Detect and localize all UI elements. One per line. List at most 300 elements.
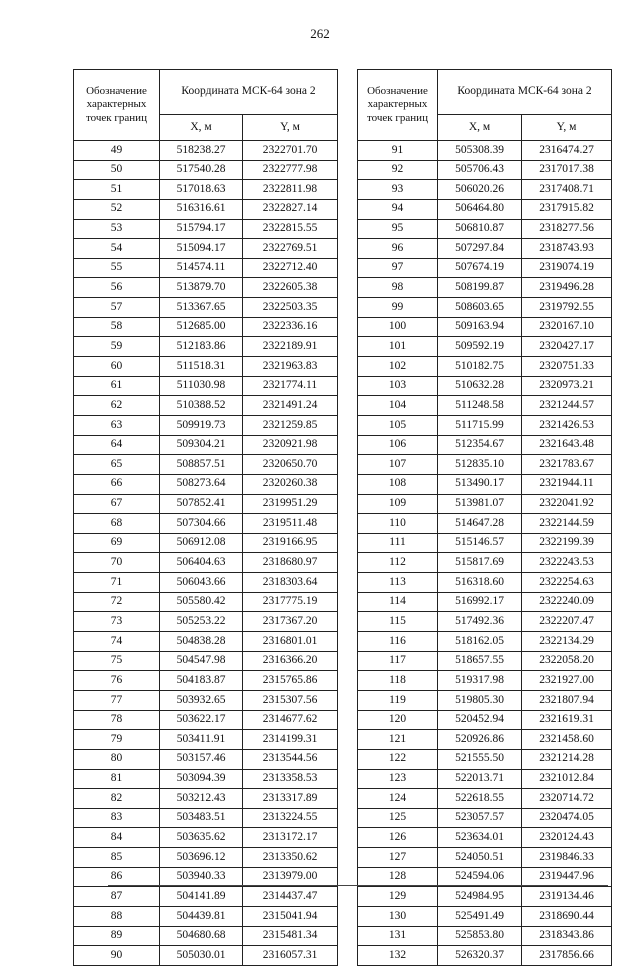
- table-row: [74, 435, 338, 455]
- point-number: 66: [74, 474, 160, 494]
- table-body-right: [358, 141, 612, 966]
- x-coordinate: 516316.61: [160, 199, 243, 219]
- table-row: [74, 946, 338, 966]
- x-coordinate: 516318.60: [438, 573, 522, 593]
- point-number: 81: [74, 769, 160, 789]
- y-coordinate: 2317408.71: [522, 180, 612, 200]
- point-number: 59: [74, 337, 160, 357]
- x-coordinate: 524984.95: [438, 887, 522, 907]
- point-number: 123: [358, 769, 438, 789]
- y-coordinate: 2322240.09: [522, 592, 612, 612]
- y-coordinate: 2316057.31: [243, 946, 338, 966]
- x-coordinate: 503212.43: [160, 789, 243, 809]
- y-coordinate: 2321426.53: [522, 415, 612, 435]
- x-coordinate: 506810.87: [438, 219, 522, 239]
- y-coordinate: 2317017.38: [522, 160, 612, 180]
- table-row: [74, 298, 338, 318]
- x-coordinate: 513981.07: [438, 494, 522, 514]
- y-coordinate: 2314199.31: [243, 730, 338, 750]
- x-coordinate: 512354.67: [438, 435, 522, 455]
- table-row: [358, 946, 612, 966]
- table-row: [74, 612, 338, 632]
- x-coordinate: 513367.65: [160, 298, 243, 318]
- x-coordinate: 526320.37: [438, 946, 522, 966]
- table-row: [358, 906, 612, 926]
- table-row: [358, 141, 612, 161]
- x-coordinate: 509919.73: [160, 415, 243, 435]
- point-number: 49: [74, 141, 160, 161]
- point-number: 85: [74, 848, 160, 868]
- point-number: 56: [74, 278, 160, 298]
- table-row: [74, 180, 338, 200]
- x-coordinate: 512183.86: [160, 337, 243, 357]
- table-row: [358, 690, 612, 710]
- y-coordinate: 2318277.56: [522, 219, 612, 239]
- y-coordinate: 2320973.21: [522, 376, 612, 396]
- x-coordinate: 512685.00: [160, 317, 243, 337]
- x-coordinate: 507297.84: [438, 239, 522, 259]
- y-coordinate: 2321783.67: [522, 455, 612, 475]
- y-coordinate: 2319074.19: [522, 258, 612, 278]
- y-coordinate: 2321458.60: [522, 730, 612, 750]
- y-coordinate: 2319511.48: [243, 514, 338, 534]
- table-row: [74, 337, 338, 357]
- y-coordinate: 2313172.17: [243, 828, 338, 848]
- y-coordinate: 2317775.19: [243, 592, 338, 612]
- x-coordinate: 515794.17: [160, 219, 243, 239]
- x-coordinate: 516992.17: [438, 592, 522, 612]
- x-coordinate: 507304.66: [160, 514, 243, 534]
- x-coordinate: 508273.64: [160, 474, 243, 494]
- y-coordinate: 2319792.55: [522, 298, 612, 318]
- point-number: 61: [74, 376, 160, 396]
- x-coordinate: 504141.89: [160, 887, 243, 907]
- point-number: 58: [74, 317, 160, 337]
- point-number: 54: [74, 239, 160, 259]
- point-number: 52: [74, 199, 160, 219]
- point-number: 116: [358, 632, 438, 652]
- header-x: X, м: [438, 115, 522, 141]
- point-number: 73: [74, 612, 160, 632]
- point-number: 67: [74, 494, 160, 514]
- table-row: [358, 769, 612, 789]
- y-coordinate: 2313358.53: [243, 769, 338, 789]
- x-coordinate: 504680.68: [160, 926, 243, 946]
- x-coordinate: 505580.42: [160, 592, 243, 612]
- x-coordinate: 515817.69: [438, 553, 522, 573]
- table-row: [358, 671, 612, 691]
- table-row: [74, 730, 338, 750]
- table-row: [358, 298, 612, 318]
- x-coordinate: 511030.98: [160, 376, 243, 396]
- table-row: [74, 141, 338, 161]
- table-row: [358, 789, 612, 809]
- y-coordinate: 2316366.20: [243, 651, 338, 671]
- point-number: 114: [358, 592, 438, 612]
- table-row: [74, 690, 338, 710]
- y-coordinate: 2321214.28: [522, 749, 612, 769]
- point-number: 124: [358, 789, 438, 809]
- point-number: 89: [74, 926, 160, 946]
- point-number: 91: [358, 141, 438, 161]
- point-number: 88: [74, 906, 160, 926]
- x-coordinate: 517540.28: [160, 160, 243, 180]
- x-coordinate: 505706.43: [438, 160, 522, 180]
- x-coordinate: 518162.05: [438, 632, 522, 652]
- point-number: 92: [358, 160, 438, 180]
- table-row: [74, 199, 338, 219]
- point-number: 70: [74, 553, 160, 573]
- point-number: 105: [358, 415, 438, 435]
- point-number: 87: [74, 887, 160, 907]
- table-row: [358, 573, 612, 593]
- point-number: 111: [358, 533, 438, 553]
- x-coordinate: 503932.65: [160, 690, 243, 710]
- y-coordinate: 2322712.40: [243, 258, 338, 278]
- x-coordinate: 507674.19: [438, 258, 522, 278]
- point-number: 110: [358, 514, 438, 534]
- point-number: 109: [358, 494, 438, 514]
- x-coordinate: 520926.86: [438, 730, 522, 750]
- y-coordinate: 2319134.46: [522, 887, 612, 907]
- table-row: [74, 317, 338, 337]
- x-coordinate: 508199.87: [438, 278, 522, 298]
- x-coordinate: 506043.66: [160, 573, 243, 593]
- point-number: 95: [358, 219, 438, 239]
- table-body-left: [74, 141, 338, 966]
- point-number: 121: [358, 730, 438, 750]
- y-coordinate: 2318343.86: [522, 926, 612, 946]
- x-coordinate: 522013.71: [438, 769, 522, 789]
- x-coordinate: 514574.11: [160, 258, 243, 278]
- x-coordinate: 503696.12: [160, 848, 243, 868]
- table-row: [358, 435, 612, 455]
- point-number: 53: [74, 219, 160, 239]
- x-coordinate: 509304.21: [160, 435, 243, 455]
- table-row: [74, 887, 338, 907]
- y-coordinate: 2320751.33: [522, 357, 612, 377]
- y-coordinate: 2319496.28: [522, 278, 612, 298]
- x-coordinate: 506912.08: [160, 533, 243, 553]
- table-row: [74, 769, 338, 789]
- table-row: [358, 474, 612, 494]
- y-coordinate: 2315307.56: [243, 690, 338, 710]
- point-number: 94: [358, 199, 438, 219]
- table-row: [358, 632, 612, 652]
- y-coordinate: 2317856.66: [522, 946, 612, 966]
- point-number: 103: [358, 376, 438, 396]
- table-row: [74, 553, 338, 573]
- y-coordinate: 2320260.38: [243, 474, 338, 494]
- x-coordinate: 511248.58: [438, 396, 522, 416]
- table-row: [358, 180, 612, 200]
- y-coordinate: 2317915.82: [522, 199, 612, 219]
- x-coordinate: 519317.98: [438, 671, 522, 691]
- y-coordinate: 2320124.43: [522, 828, 612, 848]
- y-coordinate: 2320167.10: [522, 317, 612, 337]
- table-row: [74, 514, 338, 534]
- y-coordinate: 2322811.98: [243, 180, 338, 200]
- y-coordinate: 2315765.86: [243, 671, 338, 691]
- table-row: [358, 455, 612, 475]
- x-coordinate: 503622.17: [160, 710, 243, 730]
- table-row: [358, 651, 612, 671]
- table-row: [358, 867, 612, 887]
- y-coordinate: 2321491.24: [243, 396, 338, 416]
- y-coordinate: 2319951.29: [243, 494, 338, 514]
- x-coordinate: 503940.33: [160, 867, 243, 887]
- table-row: [74, 906, 338, 926]
- table-row: [358, 494, 612, 514]
- y-coordinate: 2314677.62: [243, 710, 338, 730]
- x-coordinate: 503635.62: [160, 828, 243, 848]
- y-coordinate: 2322041.92: [522, 494, 612, 514]
- point-number: 129: [358, 887, 438, 907]
- y-coordinate: 2321012.84: [522, 769, 612, 789]
- point-number: 64: [74, 435, 160, 455]
- x-coordinate: 514647.28: [438, 514, 522, 534]
- y-coordinate: 2322243.53: [522, 553, 612, 573]
- point-number: 55: [74, 258, 160, 278]
- point-number: 74: [74, 632, 160, 652]
- table-row: [74, 376, 338, 396]
- y-coordinate: 2313224.55: [243, 808, 338, 828]
- table-row: [358, 592, 612, 612]
- x-coordinate: 513490.17: [438, 474, 522, 494]
- y-coordinate: 2316474.27: [522, 141, 612, 161]
- point-number: 76: [74, 671, 160, 691]
- y-coordinate: 2317367.20: [243, 612, 338, 632]
- x-coordinate: 511518.31: [160, 357, 243, 377]
- y-coordinate: 2321963.83: [243, 357, 338, 377]
- table-row: [74, 474, 338, 494]
- point-number: 112: [358, 553, 438, 573]
- x-coordinate: 513879.70: [160, 278, 243, 298]
- point-number: 113: [358, 573, 438, 593]
- header-y: Y, м: [243, 115, 338, 141]
- point-number: 101: [358, 337, 438, 357]
- y-coordinate: 2321927.00: [522, 671, 612, 691]
- x-coordinate: 525491.49: [438, 906, 522, 926]
- y-coordinate: 2318690.44: [522, 906, 612, 926]
- x-coordinate: 511715.99: [438, 415, 522, 435]
- point-number: 126: [358, 828, 438, 848]
- x-coordinate: 510388.52: [160, 396, 243, 416]
- point-number: 108: [358, 474, 438, 494]
- table-row: [74, 632, 338, 652]
- table-row: [358, 357, 612, 377]
- table-row: [358, 808, 612, 828]
- table-row: [74, 455, 338, 475]
- table-row: [74, 592, 338, 612]
- y-coordinate: 2322207.47: [522, 612, 612, 632]
- table-row: [358, 710, 612, 730]
- point-number: 86: [74, 867, 160, 887]
- table-row: [358, 514, 612, 534]
- y-coordinate: 2321643.48: [522, 435, 612, 455]
- x-coordinate: 506020.26: [438, 180, 522, 200]
- table-row: [358, 828, 612, 848]
- y-coordinate: 2322503.35: [243, 298, 338, 318]
- y-coordinate: 2322815.55: [243, 219, 338, 239]
- table-row: [74, 749, 338, 769]
- y-coordinate: 2314437.47: [243, 887, 338, 907]
- x-coordinate: 518657.55: [438, 651, 522, 671]
- footer-rule: [108, 885, 608, 886]
- table-row: [358, 749, 612, 769]
- x-coordinate: 505308.39: [438, 141, 522, 161]
- x-coordinate: 524594.06: [438, 867, 522, 887]
- x-coordinate: 505030.01: [160, 946, 243, 966]
- point-number: 65: [74, 455, 160, 475]
- point-number: 90: [74, 946, 160, 966]
- x-coordinate: 510632.28: [438, 376, 522, 396]
- point-number: 117: [358, 651, 438, 671]
- x-coordinate: 523634.01: [438, 828, 522, 848]
- y-coordinate: 2318303.64: [243, 573, 338, 593]
- y-coordinate: 2320474.05: [522, 808, 612, 828]
- header-designation: Обозначение характерных точек границ: [358, 70, 438, 141]
- x-coordinate: 521555.50: [438, 749, 522, 769]
- x-coordinate: 510182.75: [438, 357, 522, 377]
- table-row: [358, 278, 612, 298]
- y-coordinate: 2318680.97: [243, 553, 338, 573]
- table-row: [358, 612, 612, 632]
- x-coordinate: 503411.91: [160, 730, 243, 750]
- x-coordinate: 504183.87: [160, 671, 243, 691]
- y-coordinate: 2320714.72: [522, 789, 612, 809]
- x-coordinate: 506464.80: [438, 199, 522, 219]
- x-coordinate: 505253.22: [160, 612, 243, 632]
- x-coordinate: 503483.51: [160, 808, 243, 828]
- point-number: 84: [74, 828, 160, 848]
- table-row: [74, 278, 338, 298]
- table-row: [358, 199, 612, 219]
- y-coordinate: 2320921.98: [243, 435, 338, 455]
- point-number: 72: [74, 592, 160, 612]
- point-number: 125: [358, 808, 438, 828]
- y-coordinate: 2321807.94: [522, 690, 612, 710]
- x-coordinate: 519805.30: [438, 690, 522, 710]
- y-coordinate: 2322777.98: [243, 160, 338, 180]
- x-coordinate: 508857.51: [160, 455, 243, 475]
- x-coordinate: 517492.36: [438, 612, 522, 632]
- x-coordinate: 517018.63: [160, 180, 243, 200]
- point-number: 104: [358, 396, 438, 416]
- table-row: [74, 828, 338, 848]
- x-coordinate: 523057.57: [438, 808, 522, 828]
- point-number: 115: [358, 612, 438, 632]
- point-number: 83: [74, 808, 160, 828]
- table-row: [74, 789, 338, 809]
- table-row: [74, 867, 338, 887]
- x-coordinate: 518238.27: [160, 141, 243, 161]
- y-coordinate: 2322605.38: [243, 278, 338, 298]
- y-coordinate: 2313979.00: [243, 867, 338, 887]
- point-number: 119: [358, 690, 438, 710]
- table-row: [74, 160, 338, 180]
- x-coordinate: 504547.98: [160, 651, 243, 671]
- table-row: [358, 219, 612, 239]
- y-coordinate: 2313350.62: [243, 848, 338, 868]
- table-row: [74, 926, 338, 946]
- table-row: [358, 848, 612, 868]
- x-coordinate: 509592.19: [438, 337, 522, 357]
- y-coordinate: 2322336.16: [243, 317, 338, 337]
- y-coordinate: 2322701.70: [243, 141, 338, 161]
- point-number: 96: [358, 239, 438, 259]
- point-number: 102: [358, 357, 438, 377]
- table-row: [358, 887, 612, 907]
- x-coordinate: 512835.10: [438, 455, 522, 475]
- y-coordinate: 2322827.14: [243, 199, 338, 219]
- y-coordinate: 2319166.95: [243, 533, 338, 553]
- table-row: [358, 415, 612, 435]
- point-number: 132: [358, 946, 438, 966]
- y-coordinate: 2320650.70: [243, 455, 338, 475]
- x-coordinate: 508603.65: [438, 298, 522, 318]
- y-coordinate: 2322199.39: [522, 533, 612, 553]
- y-coordinate: 2322134.29: [522, 632, 612, 652]
- y-coordinate: 2320427.17: [522, 337, 612, 357]
- y-coordinate: 2315481.34: [243, 926, 338, 946]
- point-number: 57: [74, 298, 160, 318]
- y-coordinate: 2322769.51: [243, 239, 338, 259]
- header-coordinate: Координата МСК-64 зона 2: [160, 70, 338, 115]
- y-coordinate: 2322254.63: [522, 573, 612, 593]
- table-row: [74, 415, 338, 435]
- y-coordinate: 2321774.11: [243, 376, 338, 396]
- table-row: [74, 533, 338, 553]
- x-coordinate: 524050.51: [438, 848, 522, 868]
- x-coordinate: 503094.39: [160, 769, 243, 789]
- table-row: [358, 533, 612, 553]
- table-row: [74, 219, 338, 239]
- table-row: [74, 357, 338, 377]
- y-coordinate: 2313544.56: [243, 749, 338, 769]
- point-number: 118: [358, 671, 438, 691]
- table-row: [358, 239, 612, 259]
- table-row: [74, 671, 338, 691]
- y-coordinate: 2316801.01: [243, 632, 338, 652]
- point-number: 106: [358, 435, 438, 455]
- x-coordinate: 504838.28: [160, 632, 243, 652]
- x-coordinate: 522618.55: [438, 789, 522, 809]
- point-number: 98: [358, 278, 438, 298]
- y-coordinate: 2319447.96: [522, 867, 612, 887]
- table-row: [358, 337, 612, 357]
- table-row: [358, 258, 612, 278]
- y-coordinate: 2322144.59: [522, 514, 612, 534]
- y-coordinate: 2322058.20: [522, 651, 612, 671]
- table-row: [74, 258, 338, 278]
- table-row: [74, 239, 338, 259]
- table-row: [358, 926, 612, 946]
- y-coordinate: 2321244.57: [522, 396, 612, 416]
- point-number: 77: [74, 690, 160, 710]
- y-coordinate: 2321944.11: [522, 474, 612, 494]
- point-number: 69: [74, 533, 160, 553]
- table-row: [358, 376, 612, 396]
- point-number: 107: [358, 455, 438, 475]
- y-coordinate: 2321619.31: [522, 710, 612, 730]
- point-number: 130: [358, 906, 438, 926]
- x-coordinate: 503157.46: [160, 749, 243, 769]
- point-number: 120: [358, 710, 438, 730]
- point-number: 100: [358, 317, 438, 337]
- point-number: 82: [74, 789, 160, 809]
- point-number: 51: [74, 180, 160, 200]
